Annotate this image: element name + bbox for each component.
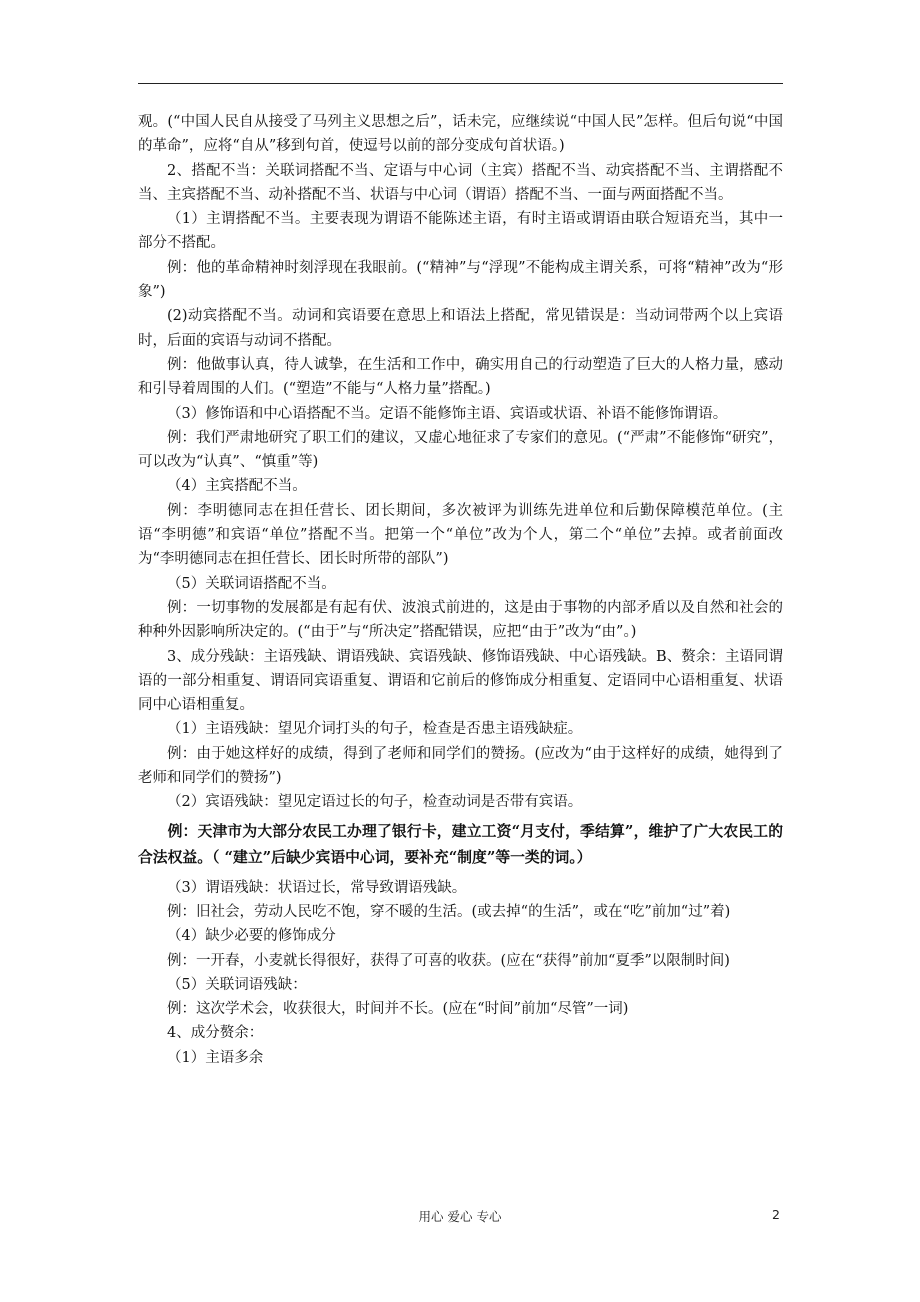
paragraph: 3、成分残缺：主语残缺、谓语残缺、宾语残缺、修饰语残缺、中心语残缺。B、赘余：主语同谓语的一部分相重复、谓语同宾语重复、谓语和它前后的修饰成分相重复、定语同中心语相重复、状语同中心语相重复。 xyxy=(138,648,783,714)
paragraph: （2）宾语残缺：望见定语过长的句子，检查动词是否带有宾语。 xyxy=(167,794,583,811)
paragraph: 例：这次学术会，收获很大，时间并不长。(应在“时间”前加“尽管”一词) xyxy=(167,1001,629,1018)
paragraph: 4、成分赘余： xyxy=(167,1025,264,1042)
paragraph: 例：由于她这样好的成绩，得到了老师和同学们的赞扬。(应改为“由于这样好的成绩，她得到了老师和同学们的赞扬”) xyxy=(138,745,783,787)
paragraph: 例：他做事认真，待人诚挚，在生活和工作中，确实用自己的行动塑造了巨大的人格力量，感动和引导着周围的人们。(“塑造”不能与“人格力量”搭配。) xyxy=(138,356,783,398)
document-body xyxy=(138,110,783,1070)
paragraph: （5）关联词语搭配不当。 xyxy=(167,575,336,592)
paragraph: （1）主语残缺：望见介词打头的句子，检查是否患主语残缺症。 xyxy=(167,721,583,738)
page-number: 2 xyxy=(772,1207,780,1222)
paragraph: 例：我们严肃地研究了职工们的建议，又虚心地征求了专家们的意见。(“严肃”不能修饰“研究”，可以改为“认真”、“慎重”等) xyxy=(138,429,783,471)
paragraph: 例：一切事物的发展都是有起有伏、波浪式前进的，这是由于事物的内部矛盾以及自然和社会的种种外因影响所决定的。(“由于”与“所决定”搭配错误，应把“由于”改为“由”。) xyxy=(138,599,783,641)
paragraph: （4）主宾搭配不当。 xyxy=(167,478,307,495)
footer-motto: 用心 爱心 专心 xyxy=(418,1209,502,1224)
paragraph: （3）谓语残缺：状语过长，常导致谓语残缺。 xyxy=(167,879,467,896)
paragraph: (2)动宾搭配不当。动词和宾语要在意思上和语法上搭配，常见错误是：当动词带两个以上宾语时，后面的宾语与动词不搭配。 xyxy=(138,308,783,349)
paragraph: 观。(“中国人民自从接受了马列主义思想之后”，话未完，应继续说“中国人民”怎样。但后句说“中国的革命”，应将“自从”移到句首，使逗号以前的部分变成句首状语。) xyxy=(138,114,783,155)
paragraph: （3）修饰语和中心语搭配不当。定语不能修饰主语、宾语或状语、补语不能修饰谓语。 xyxy=(167,405,728,422)
header-rule xyxy=(138,83,783,84)
paragraph: 例：旧社会，劳动人民吃不饱，穿不暖的生活。(或去掉“的生活”，或在“吃”前加“过”着) xyxy=(167,903,731,920)
paragraph: （4）缺少必要的修饰成分 xyxy=(167,928,336,945)
paragraph: 例：一开春，小麦就长得很好，获得了可喜的收获。(应在“获得”前加“夏季”以限制时间) xyxy=(167,952,730,969)
paragraph: 例：李明德同志在担任营长、团长期间，多次被评为训练先进单位和后勤保障模范单位。(主语“李明德”和宾语“单位”搭配不当。把第一个“单位”改为个人，第二个“单位”去掉。或者前面改为“李明德同志在担任营长、团长时所带的部队”) xyxy=(138,502,783,568)
paragraph: （1）主语多余 xyxy=(167,1049,264,1066)
paragraph: 2、搭配不当：关联词搭配不当、定语与中心词（主宾）搭配不当、动宾搭配不当、主谓搭配不当、主宾搭配不当、动补搭配不当、状语与中心词（谓语）搭配不当、一面与两面搭配不当。 xyxy=(138,162,783,203)
paragraph: （1）主谓搭配不当。主要表现为谓语不能陈述主语，有时主语或谓语由联合短语充当，其中一部分不搭配。 xyxy=(138,211,783,252)
paragraph: （5）关联词语残缺： xyxy=(167,976,307,993)
paragraph: 例：他的革命精神时刻浮现在我眼前。(“精神”与“浮现”不能构成主谓关系，可将“精神”改为“形象”) xyxy=(138,259,783,301)
bold-example-paragraph: 例：天津市为大部分农民工办理了银行卡，建立工资“月支付，季结算”，维护了广大农民工的合法权益。（ “建立”后缺少宾语中心词，要补充“制度”等一类的词。） xyxy=(138,822,783,867)
